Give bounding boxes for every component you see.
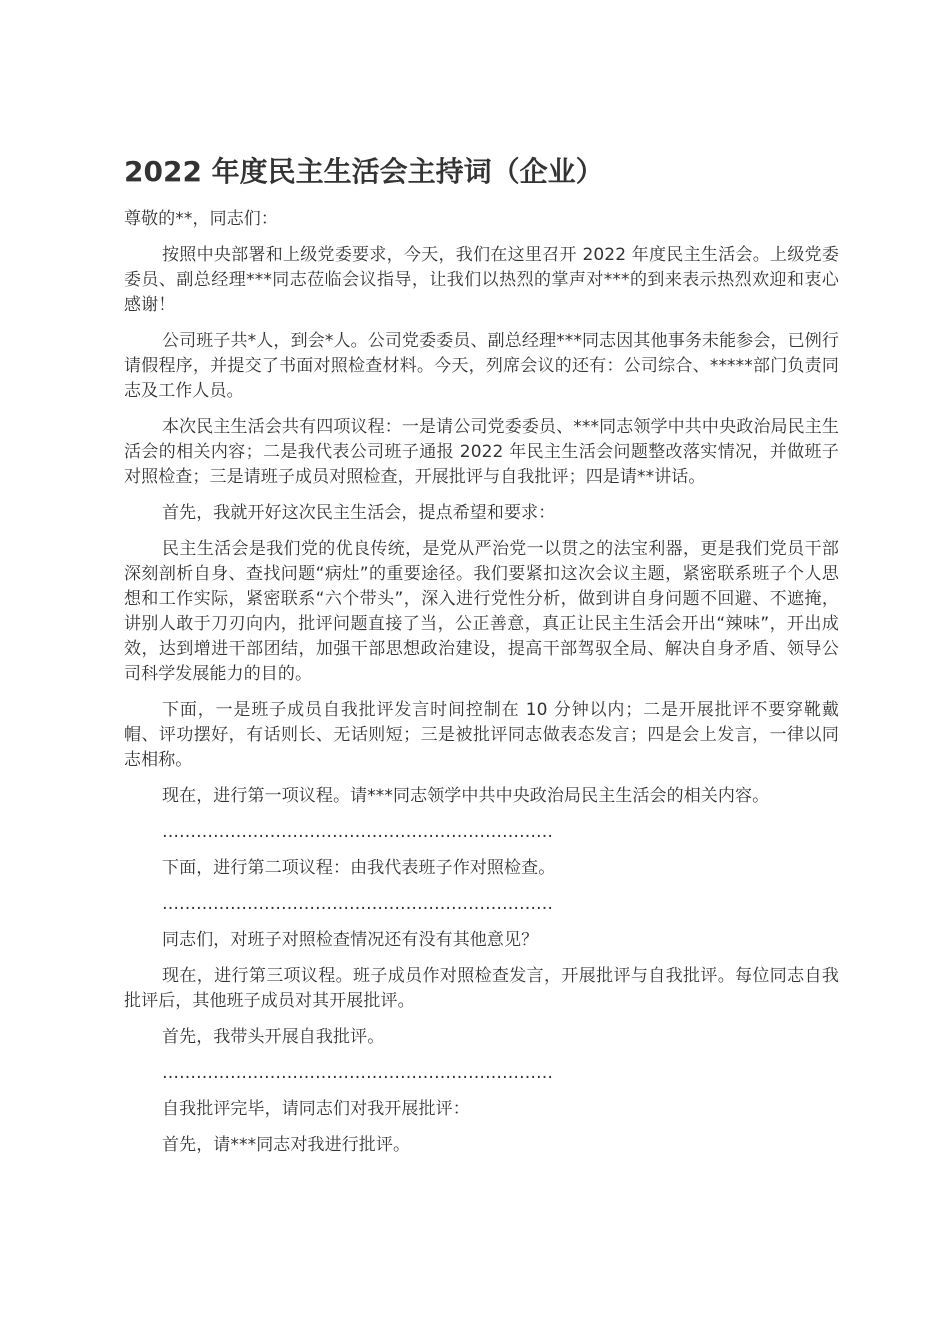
paragraph-other-opinions: 同志们，对班子对照检查情况还有没有其他意见？	[162, 930, 539, 950]
paragraph-requirements-intro: 首先，我就开好这次民主生活会，提点希望和要求：	[162, 503, 556, 523]
ellipsis-separator: ……………………………………………………………	[162, 822, 553, 842]
paragraph-agenda-item-3: 现在，进行第三项议程。班子成员作对照检查发言，开展批评与自我批评。每位同志自我批评后，其他班子成员对其开展批评。	[124, 966, 839, 1011]
paragraph-criticism-request: 自我批评完毕，请同志们对我开展批评：	[162, 1099, 470, 1119]
paragraph-agenda: 本次民主生活会共有四项议程：一是请公司党委委员、***同志领学中共中央政治局民主生活会的相关内容；二是我代表公司班子通报 2022 年民主生活会问题整改落实情况，并做班子对照检查；三是请班子成员对照检查，开展批评与自我批评；四是请**讲话。	[124, 417, 839, 487]
paragraph-opening: 按照中央部署和上级党委要求，今天，我们在这里召开 2022 年度民主生活会。上级党委委员、副总经理***同志莅临会议指导，让我们以热烈的掌声对***的到来表示热烈欢迎和衷心感谢！	[124, 245, 839, 315]
salutation: 尊敬的**，同志们：	[124, 209, 278, 229]
ellipsis-separator: ……………………………………………………………	[162, 1063, 553, 1083]
paragraph-rules: 下面，一是班子成员自我批评发言时间控制在 10 分钟以内；二是开展批评不要穿靴戴帽、评功摆好，有话则长、无话则短；三是被批评同志做表态发言；四是会上发言，一律以同志相称。	[124, 700, 839, 770]
ellipsis-separator: ……………………………………………………………	[162, 894, 553, 914]
page-title: 2022 年度民主生活会主持词（企业）	[124, 155, 604, 188]
paragraph-attendance: 公司班子共*人，到会*人。公司党委委员、副总经理***同志因其他事务未能参会，已例行请假程序，并提交了书面对照检查材料。今天，列席会议的还有：公司综合、*****部门负责同志及工作人员。	[124, 331, 839, 401]
paragraph-agenda-item-2: 下面，进行第二项议程：由我代表班子作对照检查。	[162, 858, 556, 878]
paragraph-agenda-item-1: 现在，进行第一项议程。请***同志领学中共中央政治局民主生活会的相关内容。	[162, 786, 770, 806]
document-body	[124, 152, 839, 1169]
paragraph-first-critic: 首先，请***同志对我进行批评。	[162, 1135, 411, 1155]
paragraph-self-criticism: 首先，我带头开展自我批评。	[162, 1027, 385, 1047]
paragraph-requirements: 民主生活会是我们党的优良传统，是党从严治党一以贯之的法宝利器，更是我们党员干部深刻剖析自身、查找问题“病灶”的重要途径。我们要紧扣这次会议主题，紧密联系班子个人思想和工作实际，紧密联系“六个带头”，深入进行党性分析，做到讲自身问题不回避、不遮掩，讲别人敢于刀刃向内，批评问题直接了当，公正善意，真正让民主生活会开出“辣味”，开出成效，达到增进干部团结，加强干部思想政治建设，提高干部驾驭全局、解决自身矛盾、领导公司科学发展能力的目的。	[124, 539, 839, 684]
